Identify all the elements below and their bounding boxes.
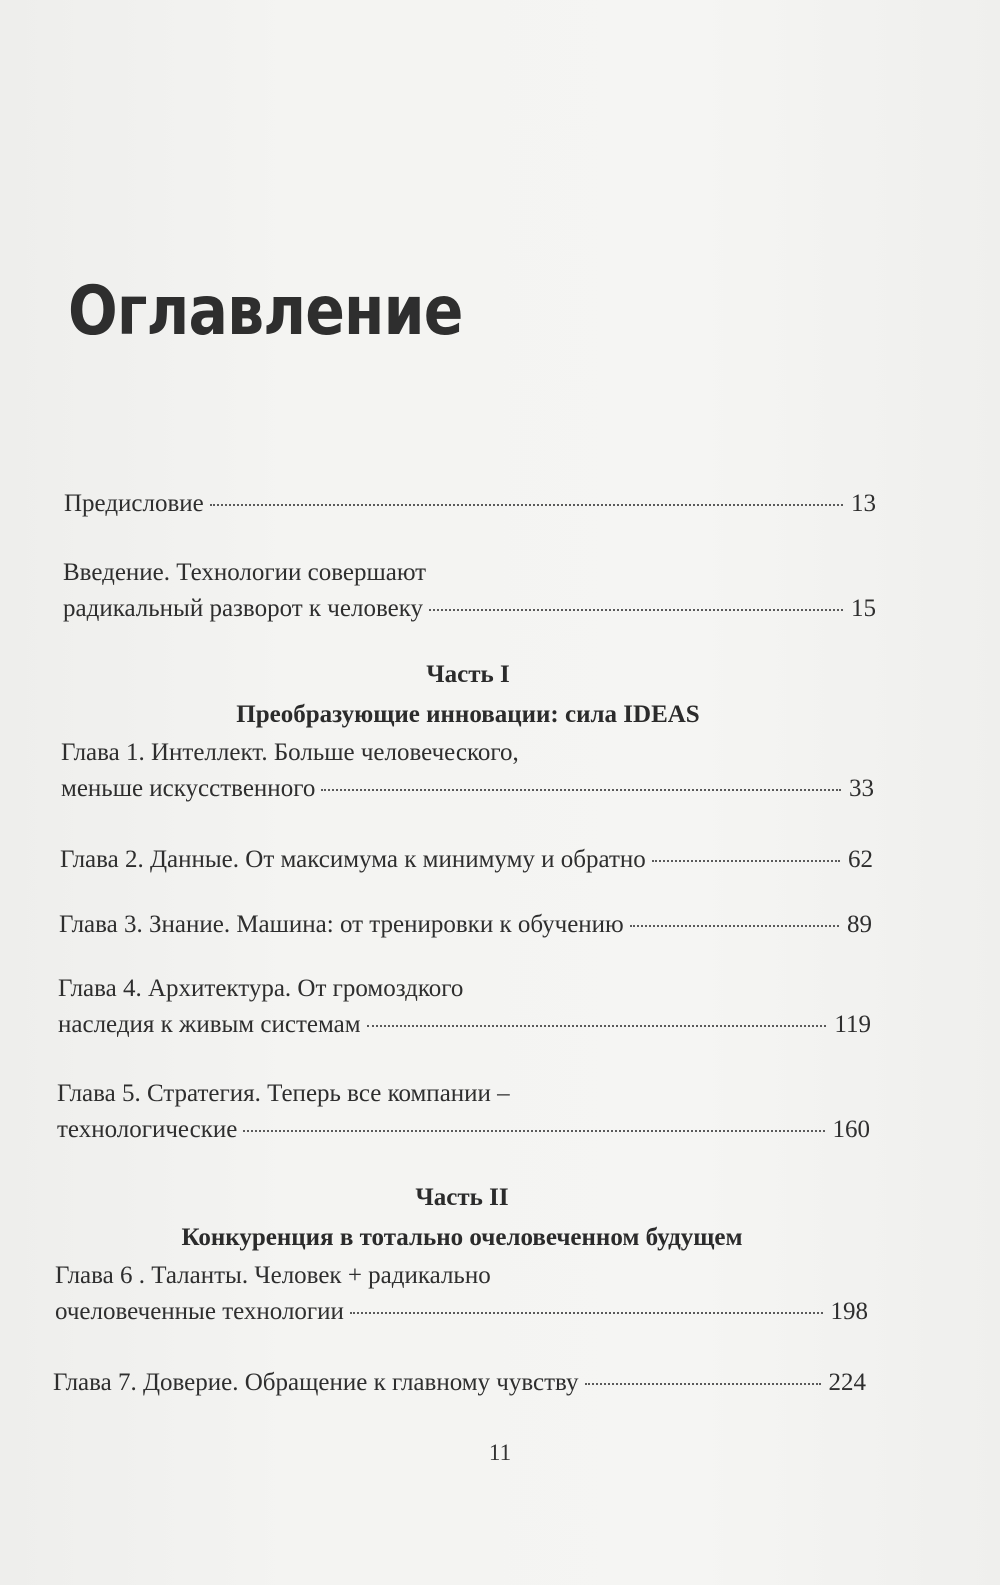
toc-entry-title-line1: Введение. Технологии совершают [63,559,427,586]
part-heading-1 [60,657,876,733]
part-label: Часть I [426,661,510,688]
toc-entry-page: 89 [847,911,872,938]
toc-entry-page: 15 [851,595,876,622]
dot-leader [652,860,840,862]
toc-entry-title-line2: технологические [57,1116,238,1143]
dot-leader [210,504,843,506]
dot-leader [243,1130,824,1132]
toc-entry-title-line2: радикальный разворот к человеку [63,595,423,622]
toc-entry-chapter-4 [58,971,871,1043]
toc-entry-line [53,1365,866,1401]
toc-entry-title: Предисловие [64,490,204,517]
toc-entry-chapter-5 [57,1076,870,1148]
dot-leader [630,925,839,927]
toc-entry-page: 224 [828,1369,866,1396]
dot-leader [585,1383,821,1385]
toc-entry-chapter-6 [55,1258,868,1330]
toc-entry-title-line1: Глава 1. Интеллект. Больше человеческого, [61,739,519,766]
toc-entry-line [64,486,876,522]
toc-entry-title-line2: меньше искусственного [61,775,316,802]
dot-leader [429,609,843,611]
toc-entry-page: 160 [832,1116,870,1143]
toc-entry-title: Глава 3. Знание. Машина: от тренировки к обучению [59,911,624,938]
part-label: Часть II [415,1184,509,1211]
toc-entry-line [61,771,874,807]
toc-entry-line [60,842,873,878]
page-title: Оглавление [68,272,463,351]
toc-entry-preface [64,486,876,522]
toc-entry-chapter-7 [53,1365,866,1401]
toc-entry-chapter-2 [60,842,873,878]
dot-leader [350,1312,823,1314]
toc-entry-title-line1: Глава 4. Архитектура. От громоздкого [58,975,464,1002]
toc-entry-page: 13 [851,490,876,517]
toc-entry-title-line1: Глава 6 . Таланты. Человек + радикально [55,1262,491,1289]
toc-entry-page: 62 [848,846,873,873]
toc-entry-line [55,1294,868,1330]
toc-entry-title: Глава 7. Доверие. Обращение к главному чувству [53,1369,579,1396]
toc-entry-chapter-1 [61,735,874,807]
folio-page-number: 11 [488,1440,512,1465]
toc-entry-page: 33 [849,775,874,802]
toc-entry-title: Глава 2. Данные. От максимума к минимуму и обратно [60,846,646,873]
toc-entry-title-line2: наследия к живым системам [58,1011,361,1038]
toc-entry-line [59,907,872,943]
part-title: Конкуренция в тотально очеловеченном будущем [181,1224,743,1251]
toc-entry-title-line2: очеловеченные технологии [55,1298,344,1325]
toc-entry-line [57,1112,870,1148]
toc-entry-page: 198 [830,1298,868,1325]
toc-entry-line [63,591,876,627]
toc-entry-page: 119 [834,1011,871,1038]
part-title: Преобразующие инновации: сила IDEAS [236,701,700,728]
toc-entry-introduction [63,555,876,627]
toc-entry-chapter-3 [59,907,872,943]
toc-entry-line [58,1007,871,1043]
dot-leader [321,789,841,791]
part-heading-2 [52,1180,872,1256]
toc-entry-title-line1: Глава 5. Стратегия. Теперь все компании – [57,1080,510,1107]
dot-leader [367,1025,827,1027]
